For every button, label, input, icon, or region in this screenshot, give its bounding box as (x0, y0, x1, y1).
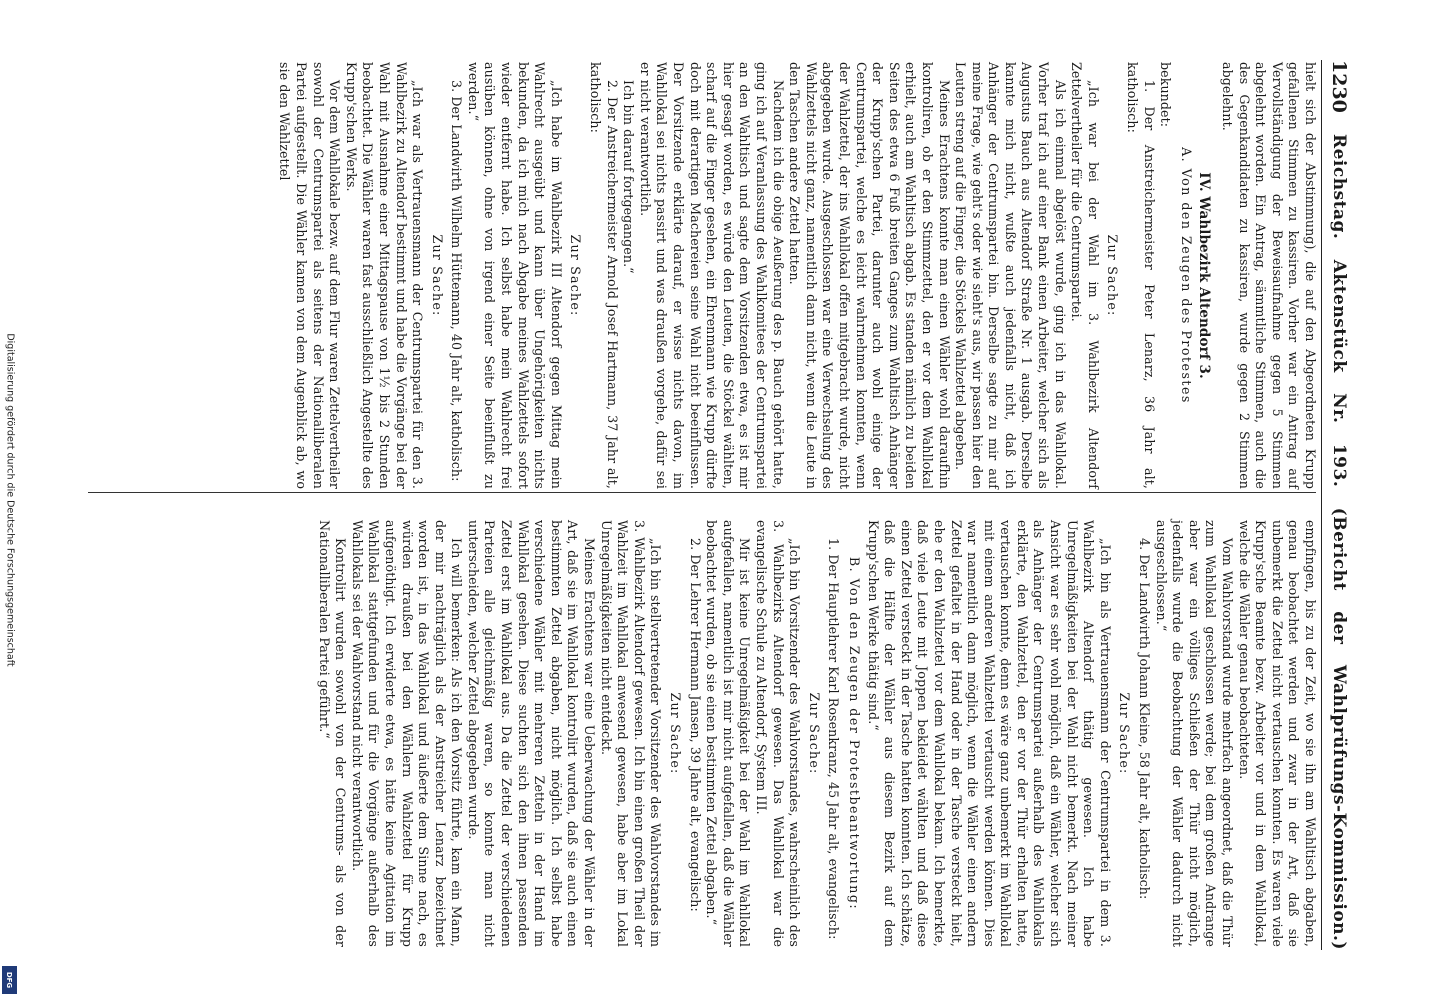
witness-intro: 3. Der Landwirth Wilhelm Hüttemann, 40 Jahr alt, katholisch: (449, 80, 465, 482)
zur-sache-label: Zur Sache: (668, 692, 684, 775)
section-heading: IV. Wahlbezirk Altendorf 3. (1196, 172, 1213, 379)
paragraph: Meines Erachtens konnte man einen Wähler wohl daraufhin kontroliren, ob er den Stimmzettel, den er vor dem Wahllokal erhielt, auch am Wahltisch abgab. Es standen nämlich zu beiden Seiten des etwa 6 Fuß breiten Ganges zum Wahltisch Anhänger der Krupp'schen Partei, darunter auch wohl einige der Centrumspartei, welche es leicht wahrnehmen konnten, wenn der Wahlzettel, der ins Wahllokal offen mitgebracht wurde, nicht abgegeben wurde. Ausgeschlossen war eine Verwechselung des Wahlzettels nicht ganz, namentlich dann nicht, wenn die Leute in den Taschen andere Zettel hatten. (787, 62, 952, 489)
paragraph: Kontrolirt wurden sowohl von der Centrums- als von der Nationalliberalen Partei geführt.“ (316, 520, 349, 947)
running-head: Reichstag. Aktenstück Nr. 193. (Bericht der Wahlprüfungs-Kommission.) (1329, 133, 1349, 950)
paragraph: hielt sich der Abstimmung), die auf den Abgeordneten Krupp gefallenen Stimmen zu kassiren. Vorher war ein Antrag auf Vervollständigung der Beweisaufnahme gegen 5 Stimmen abgelehnt worden. Ein Antrag, sämmtliche Stimmen, auch die des Gegenkandidaten zu kassiren, wurde gegen 2 Stimmen abgelehnt. (1220, 62, 1318, 489)
paragraph: „Ich war als Vertrauensmann der Centrumspartei für den 3. Wahlbezirk zu Altendorf bestimmt und habe die Vorgänge bei der Wahl mit Ausnahme einer Mittagspause von 1½ bis 2 Stunden beobachtet. Die Wähler waren fast ausschließlich Angestellte des Krupp'schen Werks. (343, 62, 426, 489)
witness-intro: 1. Der Hauptlehrer Karl Rosenkranz, 45 Jahr alt, evangelisch: (826, 538, 842, 940)
zur-sache-label: Zur Sache: (568, 234, 584, 317)
paragraph: „Ich bin Vorsitzender des Wahlvorstandes, wahrscheinlich des 3. Wahlbezirks Altendorf gewesen. Das Wahllokal war die evangelische Schule zu Altendorf, System III. (754, 520, 803, 947)
witness-intro: 2. Der Anstreichermeister Arnold Josef Hartmann, 37 Jahr alt, katholisch: (588, 62, 620, 489)
paragraph: Als ich einmal abgelöst wurde, ging ich in das Wahllokal. Vorher traf ich auf einer Bank einen Arbeiter, welcher sich als Augustus Bauch aus Altendorf Straße Nr. 1 ausgab. Derselbe kannte mich nicht, wußte auch jedenfalls nicht, daß ich Anhänger der Centrumspartei bin. Derselbe sagte zu mir auf meine Frage, wie geht's oder wie sieht's aus, wir passen hier den Leuten streng auf die Finger, die Stöckels Wahlzettel abgeben. (953, 62, 1068, 489)
paragraph: „Ich bin stellvertretender Vorsitzender des Wahlvorstandes im 3. Wahlbezirk Altendorf gewesen. Ich bin einen großen Theil der Wahlzeit im Wahllokal anwesend gewesen, habe aber im Lokal Unregelmäßigkeiten nicht entdeckt. (598, 520, 664, 947)
digitization-credit: Digitalisierung gefördert durch die Deutsche Forschungsgemeinschaft (4, 333, 16, 667)
paragraph: „Ich war bei der Wahl im 3. Wahlbezirk Altendorf Zettelvertheiler für die Centrumspartei. (1069, 62, 1101, 489)
paragraph: „Ich bin als Vertrauensmann der Centrumspartei in dem 3. Wahlbezirk Altendorf thätig gewesen. Ich habe Unregelmäßigkeiten bei der Wahl nicht bemerkt. Nach meiner Ansicht war es sehr wohl möglich, daß ein Wähler, welcher sich als Anhänger der Centrumspartei außerhalb des Wahllokals erklärte, den Wahlzettel, den er vor der Thür erhalten hatte, vertauschen konnte, denn es wäre ganz unbemerkt im Wahllokal mit einem anderen Wahlzettel vertauscht werden können. Dies war namentlich dann möglich, wenn die Wähler einen andern Zettel gefaltet in der Hand oder in der Tasche versteckt hielt, ehe er den Wahlzettel vor dem Wahllokal bekam. Ich bemerkte, daß viele Leute mit Joppen bekleidet wählten und daß diese einen Zettel versteckt in der Tasche hatten konnten. Ich schätze, daß die Hälfte der Wähler aus diesem Bezirk auf dem Krupp'schen Werke thätig sind.“ (865, 520, 1113, 947)
witness-intro: 2. Der Lehrer Hermann Jansen, 39 Jahre alt, evangelisch: (687, 538, 703, 912)
zur-sache-label: Zur Sache: (429, 234, 445, 317)
page-number: 1230 (1328, 60, 1350, 113)
paragraph: empfingen, bis zu der Zeit, wo sie ihn am Wahltisch abgaben, genau beobachtet werden und zwar in der Art, daß sie unbemerkt die Zettel nicht vertauschen konnten. Es waren viele Krupp'sche Beamte bezw. Arbeiter vor und in dem Wahllokal, welche die Wähler genau beobachteten. (1236, 520, 1318, 947)
paragraph: bekundet: (1158, 62, 1174, 128)
page-header (1321, 60, 1356, 950)
document-page (72, 20, 1362, 980)
zur-sache-label: Zur Sache: (806, 692, 822, 775)
paragraph: „Ich habe im Wahlbezirk III Altendorf gegen Mittag mein Wahlrecht ausgeübt und kann über Ungehörigkeiten nichts bekunden, da ich mich nach Abgabe meines Wahlzettels sofort wieder entfernt habe. Ich selbst habe mein Wahlrecht frei ausüben können, ohne von irgend einer Seite beeinflußt zu werden.“ (465, 62, 564, 489)
paragraph: Vom Wahlvorstand wurde mehrfach angeordnet, daß die Thür zum Wahllokal geschlossen werde; bei dem großen Andrange aber war ein völliges Schließen der Thür nicht möglich, jedenfalls wurde die Beobachtung der Wähler dadurch nicht ausgeschlossen.“ (1153, 520, 1236, 947)
right-column (315, 520, 1318, 947)
subsection-heading: A. Von den Zeugen des Protestes (1178, 147, 1194, 404)
subsection-heading: B. Von den Zeugen der Protestbeantwortung: (846, 556, 862, 911)
left-column (276, 62, 1318, 489)
zur-sache-label: Zur Sache: (1105, 234, 1121, 317)
witness-intro: 1. Der Anstreichermeister Peter Lenarz, 36 Jahr alt, katholisch: (1125, 62, 1157, 489)
paragraph: Vor dem Wahllokale bezw. auf dem Flur waren Zettelvertheiler sowohl der Centrumspartei als seitens der Nationalliberalen Partei aufgestellt. Die Wähler kamen von dem Augenblick ab, wo sie den Wahlzettel (277, 62, 343, 489)
witness-intro: 4. Der Landwirth Johann Kleine, 58 Jahr alt, katholisch: (1137, 538, 1153, 900)
paragraph: Ich will bemerken: Als ich den Vorsitz führte, kam ein Mann, der mir nachträglich als der Anstreicher Lenarz bezeichnet worden ist, in das Wahllokal und äußerte dem Sinne nach, es würden draußen bei den Wählern Wahlzettel für Krupp aufgenöthigt. Ich erwiderte etwa, es hätte keine Agitation im Wahllokal stattgefunden und für die Vorgänge außerhalb des Wahllokals sei der Wahlvorstand nicht verantwortlich. (349, 520, 465, 947)
paragraph: Ich bin darauf fortgegangen.“ (621, 80, 637, 274)
column-divider (88, 492, 1316, 493)
zur-sache-label: Zur Sache: (1117, 692, 1133, 775)
paragraph: Nachdem ich die obige Aeußerung des p. Bauch gehört hatte, ging ich auf Veranlassung des Wahlkomitees der Centrumspartei an den Wahltisch und sagte dem Vorsitzenden etwa, es ist mir hier gesagt worden, es würde den Leuten, die Stöckel wählten, scharf auf die Finger gesehen, ein Ehrenmann wie Krupp dürfte doch mit derartigen Machereien seine Wahl nicht beeinflussen. Der Vorsitzende erklärte darauf, er wisse nichts davon, im Wahllokal sei nichts passirt und was draußen vorgehe, dafür sei er nicht verantwortlich. (637, 62, 786, 489)
paragraph: Mir ist keine Unregelmäßigkeit bei der Wahl im Wahllokal aufgefallen, namentlich ist mir nicht aufgefallen, daß die Wähler beobachtet wurden, ob sie einen bestimmten Zettel abgaben.“ (704, 520, 753, 947)
dfg-logo: DFG (2, 966, 17, 994)
paragraph: Meines Erachtens war eine Ueberwachung der Wähler in der Art, daß sie im Wahllokal kontrolirt wurden, daß sie auch einen bestimmten Zettel abgaben, nicht möglich. Ich selbst habe verschiedene Wähler mit mehreren Zetteln in der Hand im Wahllokal gesehen. Diese suchten sich den ihnen passenden Zettel erst im Wahllokal aus. Da die Zettel der verschiedenen Parteien alle gleichmäßig waren, so konnte man nicht unterscheiden, welcher Zettel abgegeben wurde. (465, 520, 598, 947)
